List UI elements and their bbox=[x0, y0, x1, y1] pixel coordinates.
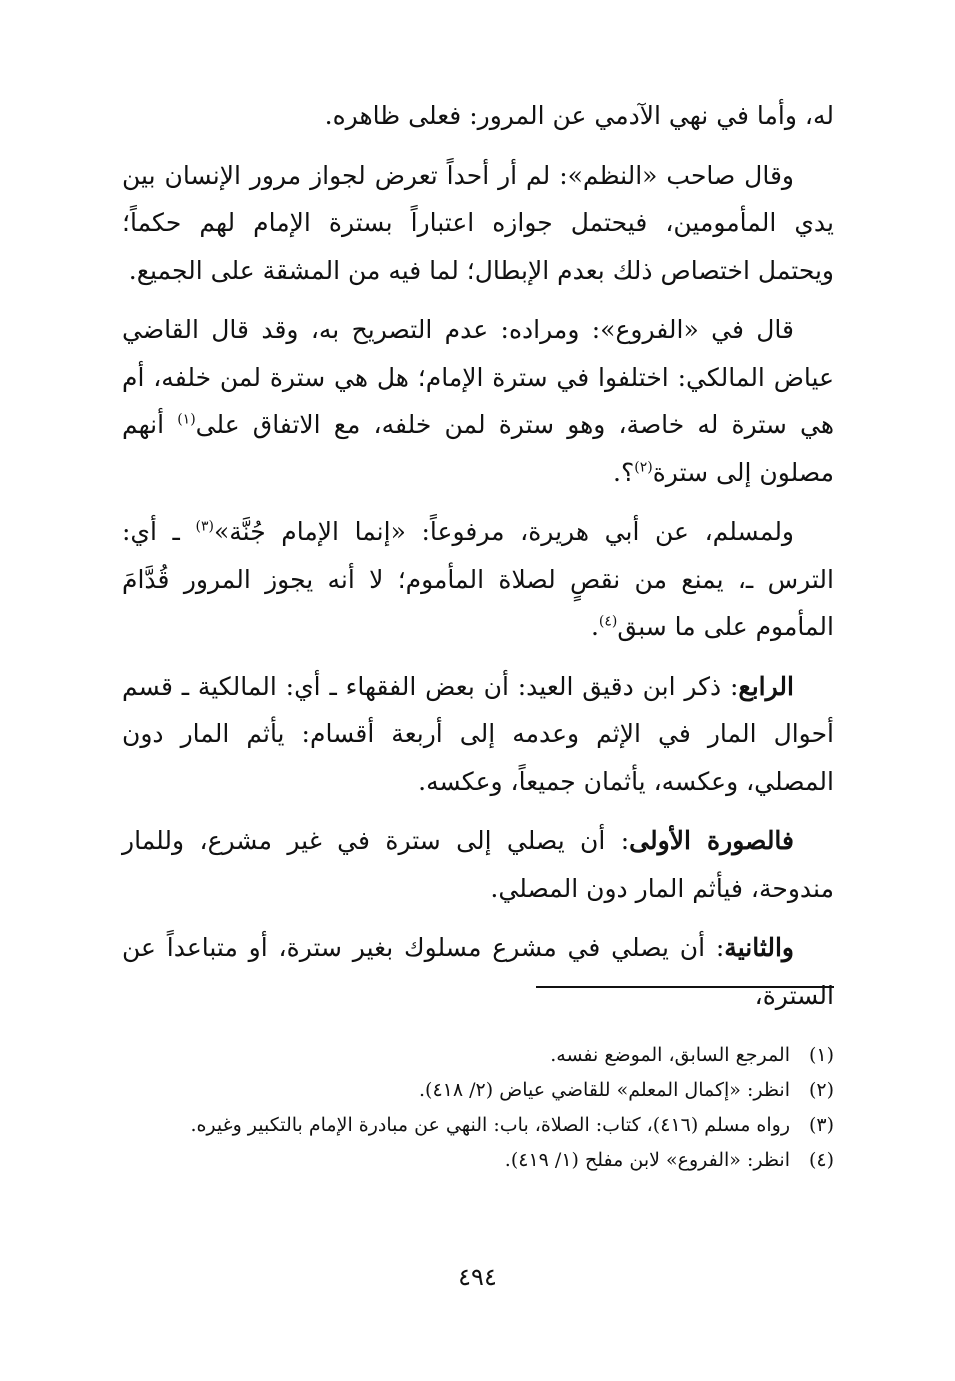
footnote-reference: (٢) bbox=[634, 459, 653, 476]
paragraph-text: ـ أي: الترس ـ، يمنع من نقصٍ لصلاة المأموم؛ لا أنه يجوز المرور قُدَّامَ المأموم على ما سبق bbox=[122, 517, 834, 641]
footnote-text: انظر: «إكمال المعلم» للقاضي عياض (٢/ ٤١٨). bbox=[419, 1079, 790, 1101]
page-number: ٤٩٤ bbox=[458, 1263, 497, 1291]
footnote-separator bbox=[536, 986, 834, 988]
footnote bbox=[122, 1038, 834, 1073]
footnote-number: (٣) bbox=[808, 1114, 834, 1136]
footnote-reference: (١) bbox=[177, 411, 196, 428]
footnote-number: (١) bbox=[808, 1044, 834, 1066]
paragraph-text: قال في «الفروع»: ومراده: عدم التصريح به، وقد قال القاضي عياض المالكي: اختلفوا في سترة الإمام؛ هل هي سترة لمن خلفه، أم هي سترة له خاصة، وهو سترة لمن خلفه، مع الاتفاق على bbox=[122, 315, 835, 439]
paragraph-text: ولمسلم، عن أبي هريرة، مرفوعاً: «إنما الإمام جُنَّة» bbox=[213, 517, 795, 546]
paragraph bbox=[122, 508, 834, 651]
footnotes bbox=[122, 1038, 834, 1178]
paragraph-text: : ذكر ابن دقيق العيد: أن بعض الفقهاء ـ أي: المالكية ـ قسم أحوال المار في الإثم وعدمه إلى أربعة أقسام: يأثم المار دون المصلي، وعكسه، يأثمان جميعاً، وعكسه. bbox=[122, 671, 835, 796]
paragraph-text: له، وأما في نهي الآدمي عن المرور: فعلى ظاهره. bbox=[324, 101, 834, 130]
paragraph-text: أنهم مصلون إلى سترة bbox=[122, 410, 834, 487]
paragraph-text: ؟. bbox=[613, 457, 635, 487]
paragraph-text: : أن يصلي في مشرع مسلوك بغير سترة، أو متباعداً عن السترة، bbox=[122, 933, 834, 1010]
footnote bbox=[122, 1143, 834, 1178]
footnote-text: انظر: «الفروع» لابن مفلح (١/ ٤١٩). bbox=[504, 1149, 790, 1171]
paragraph bbox=[122, 663, 834, 806]
footnote bbox=[122, 1073, 834, 1108]
footnote-text: المرجع السابق، الموضع نفسه. bbox=[550, 1044, 790, 1066]
footnote-number: (٤) bbox=[808, 1149, 834, 1171]
paragraph-lead: والثانية bbox=[724, 933, 794, 962]
paragraph-text: . bbox=[590, 612, 599, 641]
footnote-number: (٢) bbox=[808, 1079, 834, 1101]
footnote-text: رواه مسلم (٤١٦)، كتاب: الصلاة، باب: النهي عن مبادرة الإمام بالتكبير وغيره. bbox=[190, 1114, 790, 1136]
paragraph bbox=[122, 152, 834, 295]
main-text bbox=[122, 92, 834, 1031]
footnote-reference: (٤) bbox=[598, 613, 618, 630]
paragraph-text: : أن يصلي إلى سترة في غير مشرع، وللمار مندوحة، فيأثم المار دون المصلي. bbox=[122, 826, 834, 903]
paragraph-text: وقال صاحب «النظم»: لم أر أحداً تعرض لجواز مرور الإنسان بين يدي المأمومين، فيحتمل جوازه اعتباراً بسترة الإمام لهم حكماً؛ ويحتمل اختصاص ذلك بعدم الإبطال؛ لما فيه من المشقة على الجميع. bbox=[122, 160, 834, 285]
footnote bbox=[122, 1108, 834, 1143]
paragraph bbox=[122, 817, 834, 912]
paragraph bbox=[122, 306, 834, 496]
paragraph bbox=[122, 924, 834, 1019]
paragraph bbox=[122, 92, 834, 140]
footnote-reference: (٣) bbox=[195, 518, 214, 535]
paragraph-lead: الرابع bbox=[738, 671, 794, 701]
paragraph-lead: فالصورة الأولى bbox=[629, 826, 794, 855]
